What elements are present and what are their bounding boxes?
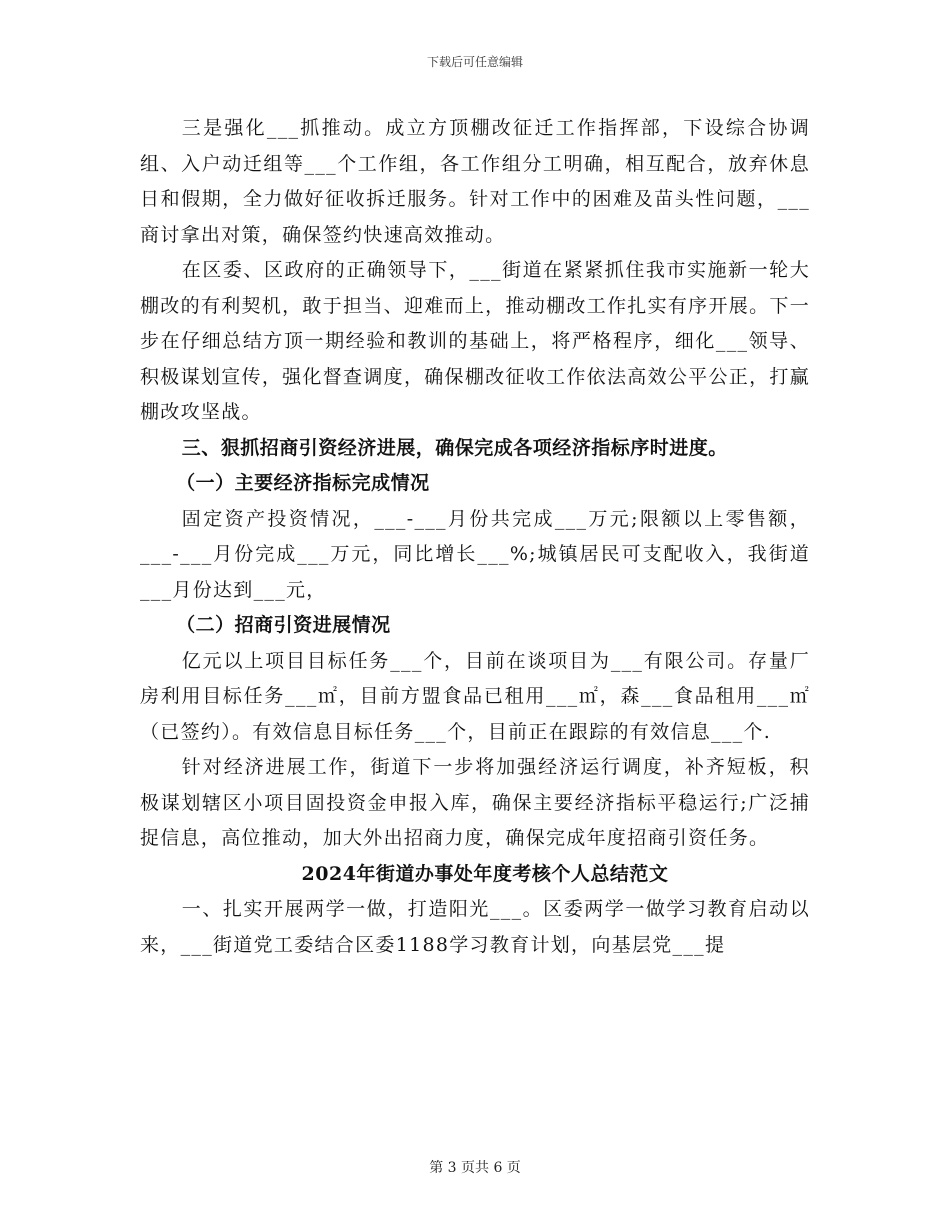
paragraph-3: 固定资产投资情况，___-___月份共完成___万元;限额以上零售额，___-___月份完成___万元，同比增长___%;城镇居民可支配收入，我街道___月份达到___元， (140, 507, 810, 601)
section-3-heading: 三、狠抓招商引资经济进展，确保完成各项经济指标序时进度。 (181, 436, 728, 459)
paragraph-6: 一、扎实开展两学一做，打造阳光___。区委两学一做学习教育启动以来，___街道党工委结合区委1188学习教育计划，向基层党___提 (140, 898, 810, 956)
paragraph-5: 针对经济进展工作，街道下一步将加强经济运行调度，补齐短板，积极谋划辖区小项目固投资金申报入库，确保主要经济指标平稳运行;广泛捕捉信息，高位推动，加大外出招商力度，确保完成年度招商引资任务。 (140, 756, 810, 849)
paragraph-2: 在区委、区政府的正确领导下，___街道在紧紧抓住我市实施新一轮大棚改的有利契机，敢于担当、迎难而上，推动棚改工作扎实有序开展。下一步在仔细总结方顶一期经验和教训的基础上，将严格程序，细化___领导、积极谋划宣传，强化督查调度，确保棚改征收工作依法高效公平公正，打赢棚改攻坚战。 (140, 259, 810, 423)
paragraph-4: 亿元以上项目目标任务___个，目前在谈项目为___有限公司。存量厂房利用目标任务___㎡，目前方盟食品已租用___㎡，森___食品租用___㎡（已签约）。有效信息目标任务___个，目前正在跟踪的有效信息___个. (140, 649, 810, 743)
paragraph-1: 三是强化___抓推动。成立方顶棚改征迁工作指挥部，下设综合协调组、入户动迁组等___个工作组，各工作组分工明确，相互配合，放弃休息日和假期，全力做好征收拆迁服务。针对工作中的困难及苗头性问题，___商讨拿出对策，确保签约快速高效推动。 (140, 117, 810, 246)
page-header-note: 下载后可任意编辑 (426, 55, 523, 69)
document-title: 2024年街道办事处年度考核个人总结范文 (301, 862, 669, 885)
document-body (140, 110, 810, 963)
page-number: 第 3 页共 6 页 (429, 1160, 521, 1176)
subsection-1-heading: （一）主要经济指标完成情况 (176, 472, 430, 494)
subsection-2-heading: （二）招商引资进展情况 (176, 614, 391, 636)
